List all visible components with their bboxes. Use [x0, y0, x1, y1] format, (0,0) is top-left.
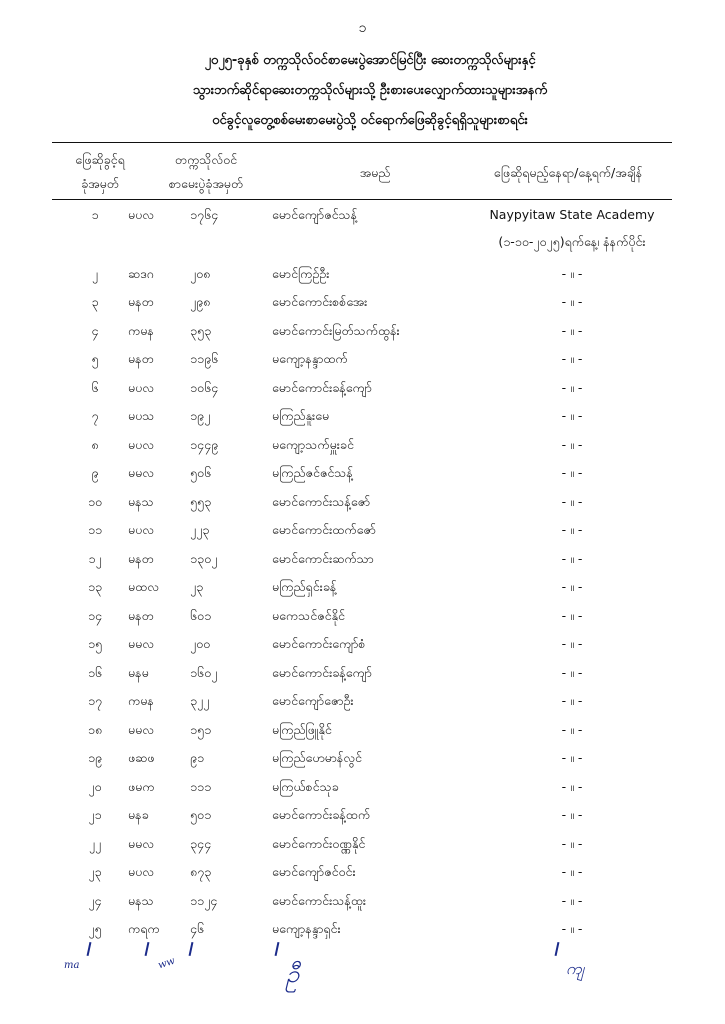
candidate-name: မကြည်ဟေမာန်လွင်	[272, 750, 362, 765]
candidate-name: မောင်ကြဉ်ဦး	[272, 265, 330, 281]
exam-place: - ။ -	[561, 607, 583, 623]
exam-code: ကမန	[128, 693, 154, 708]
exam-code: မထလ	[128, 579, 159, 594]
table-row	[0, 518, 725, 547]
header-exam-number-line-1: တက္ကသိုလ်ဝင်	[174, 152, 238, 167]
candidate-name: မောင်ကောင်းခန့်ကျော်	[272, 664, 372, 680]
candidate-table	[0, 203, 725, 946]
exam-place: - ။ -	[561, 721, 583, 737]
candidate-name: မကျော့နန္ဒာရှင်း	[272, 921, 341, 936]
table-row	[0, 376, 725, 405]
exam-code: မနသ	[128, 892, 154, 908]
signature-2: ww	[156, 955, 177, 972]
exam-number: ၉၁	[190, 750, 205, 765]
exam-number: ၁၆၀၂	[190, 664, 218, 680]
exam-place: - ။ -	[561, 265, 583, 281]
candidate-number: ၁၂	[88, 550, 102, 566]
candidate-number: ၁၀	[87, 493, 103, 509]
exam-number: ၆၀၁	[190, 607, 212, 623]
table-row	[0, 203, 725, 232]
candidate-name: မောင်ကောင်းမြတ်သက်ထွန်း	[272, 322, 400, 338]
exam-place: - ။ -	[561, 636, 583, 651]
exam-code: မမလ	[128, 465, 155, 480]
table-row	[0, 490, 725, 519]
candidate-name: မောင်ကောင်းကျော်စံ	[272, 636, 366, 651]
candidate-number: ၂၁	[88, 807, 102, 822]
table-row	[0, 661, 725, 690]
exam-code: ကမန	[128, 322, 154, 338]
table-row	[0, 917, 725, 946]
exam-place: - ။ -	[561, 807, 583, 822]
candidate-number: ၂၄	[88, 892, 102, 908]
exam-place: - ။ -	[561, 778, 583, 794]
candidate-name: မောင်ကောင်းသန့်ဇော်	[272, 493, 371, 509]
table-row	[0, 832, 725, 861]
table-row	[0, 404, 725, 433]
exam-code: ဖဆဖ	[128, 750, 155, 765]
candidate-number: ၂၅	[88, 921, 102, 936]
table-row	[0, 461, 725, 490]
exam-number: ၁၇၆၄	[190, 207, 219, 222]
exam-number: ၂၃	[190, 579, 204, 594]
exam-place: - ။ -	[561, 921, 583, 936]
candidate-number: ၂၀	[88, 778, 102, 794]
candidate-name: မကြည်ဖြူနိုင်	[272, 721, 332, 737]
exam-place: - ။ -	[561, 750, 583, 765]
exam-place: - ။ -	[561, 493, 583, 509]
exam-number: ၂၀၀	[190, 636, 211, 651]
table-row	[0, 433, 725, 462]
exam-place: - ။ -	[561, 351, 583, 366]
exam-number: ၁၀၆၄	[190, 379, 219, 395]
exam-place: - ။ -	[561, 693, 583, 708]
table-row	[0, 347, 725, 376]
title-line-3: ဝင်ခွင့်လူတွေ့စစ်မေးစာမေးပွဲသို့ ဝင်ရောက်ဖြေဆိုခွင့်ရရှိသူများစာရင်း	[212, 113, 528, 128]
exam-number: ၅၀၆	[190, 465, 212, 480]
page-number: ၁	[358, 20, 367, 36]
exam-code: မနတ	[128, 607, 154, 623]
exam-number: ၁၁၉၆	[190, 351, 219, 366]
table-row	[0, 319, 725, 348]
candidate-name: မောင်ကောင်းခန့်ကျော်	[272, 379, 372, 395]
table-row	[0, 746, 725, 775]
candidate-number: ၁၃	[87, 579, 103, 594]
exam-number: ၄၆	[190, 921, 205, 936]
exam-place: - ။ -	[561, 322, 583, 338]
candidate-name: မကျော့သက်မှူးခင်	[272, 436, 354, 452]
exam-number: ၈၇၃	[190, 864, 212, 879]
header-rule-bottom	[52, 199, 672, 200]
exam-number: ၁၃၀၂	[190, 550, 218, 566]
candidate-name: မကေသင်ဇင်နိုင်	[272, 607, 345, 623]
exam-place: - ။ -	[561, 379, 583, 395]
exam-number: ၁၄၄၉	[190, 436, 219, 452]
signature-4: ကျ	[566, 959, 585, 978]
exam-code: ကရက	[128, 921, 160, 936]
candidate-number: ၁၇	[87, 693, 103, 708]
candidate-name: မောင်ကောင်းခန့်ထက်	[272, 807, 371, 822]
candidate-number: ၆	[91, 379, 99, 395]
exam-code: မမလ	[128, 721, 155, 737]
exam-code: မနတ	[128, 294, 154, 309]
candidate-number: ၂	[91, 265, 99, 281]
candidate-number: ၄	[91, 322, 99, 338]
candidate-number: ၃	[91, 294, 99, 309]
candidate-number: ၁၁	[87, 522, 103, 537]
exam-number: ၃၂၂	[190, 693, 210, 708]
header-exam-number-line-2: စာမေးပွဲခုံအမှတ်	[168, 176, 244, 191]
candidate-number: ၅	[91, 351, 99, 366]
table-row	[0, 689, 725, 718]
candidate-number: ၁၄	[87, 607, 103, 623]
candidate-name: မကြည်နူးမေ	[272, 408, 330, 423]
exam-place: - ။ -	[561, 294, 583, 309]
exam-place: - ။ -	[561, 864, 583, 879]
exam-code: မပလ	[128, 379, 154, 395]
exam-code: မနမ	[128, 664, 149, 680]
table-row	[0, 575, 725, 604]
title-line-1: ၂၀၂၅-ခုနှစ် တက္ကသိုလ်ဝင်စာမေးပွဲအောင်မြင်ပြီး ဆေးတက္ကသိုလ်များနှင့်	[204, 53, 536, 68]
table-row	[0, 803, 725, 832]
candidate-name: မကြယ်စင်သုခ	[272, 778, 339, 794]
header-exam-number	[146, 148, 266, 196]
header-rule-top	[52, 142, 672, 143]
candidate-name: မောင်ကျော်ဇင်ဝင်း	[272, 864, 356, 879]
table-row	[0, 262, 725, 291]
header-place: ဖြေဆိုရမည့်နေရာ/နေ့ရက်/အချိန်	[493, 165, 643, 180]
candidate-name: မောင်ကျော်ဇင်သန့်	[272, 207, 358, 222]
table-row	[0, 604, 725, 633]
header-candidate-number	[52, 148, 148, 196]
candidate-name: မကျော့နန္ဒာထက်	[272, 351, 348, 366]
exam-code: မနသ	[128, 493, 154, 509]
exam-number: ၁၉၂	[190, 408, 211, 423]
exam-place: - ။ -	[561, 436, 583, 452]
exam-number: ၃၅၃	[190, 322, 212, 338]
exam-place: - ။ -	[561, 408, 583, 423]
exam-code: မပလ	[128, 522, 154, 537]
exam-code: မပလ	[128, 864, 154, 879]
candidate-name: မောင်ကောင်းစစ်အေး	[272, 294, 368, 309]
candidate-number: ၁၉	[87, 750, 103, 765]
exam-code: မပသ	[128, 408, 155, 423]
exam-code: ဆဒဂ	[128, 265, 154, 281]
candidate-number: ၉	[91, 465, 99, 480]
header-name: အမည်	[359, 165, 391, 180]
exam-place: - ။ -	[561, 835, 583, 851]
exam-place: - ။ -	[561, 550, 583, 566]
exam-number: ၅၅၃	[190, 493, 212, 509]
exam-place: - ။ -	[561, 522, 583, 537]
exam-place: - ။ -	[561, 664, 583, 680]
exam-number: ၁၁၁	[190, 778, 212, 794]
header-candidate-number-line-1: ဖြေဆိုခွင့်ရ	[75, 152, 125, 167]
exam-place: - ။ -	[561, 465, 583, 480]
table-row	[0, 290, 725, 319]
exam-number: ၂၉၈	[190, 294, 211, 309]
candidate-number: ၁	[91, 207, 99, 222]
candidate-name: မကြည်ရှင်းခန့်	[272, 579, 337, 594]
candidate-number: ၁၆	[87, 664, 103, 680]
exam-date-line	[0, 232, 725, 262]
exam-number: ၃၄၄	[190, 835, 212, 851]
exam-code: မပလ	[128, 207, 154, 222]
exam-code: မမလ	[128, 636, 155, 651]
header-candidate-number-line-2: ခုံအမှတ်	[81, 176, 119, 191]
document-title	[70, 46, 670, 136]
exam-code: မနခ	[128, 807, 149, 822]
title-line-2: သွားဘက်ဆိုင်ရာဆေးတက္ကသိုလ်များသို့ ဦးစားပေးလျှောက်ထားသူများအနက်	[192, 83, 548, 98]
exam-number: ၁၅၁	[190, 721, 212, 737]
candidate-name: မောင်ကျော်ဇောဦး	[272, 693, 354, 708]
candidate-name: မောင်ကောင်းဆက်သာ	[272, 550, 374, 566]
exam-place: Naypyitaw State Academy	[489, 207, 655, 222]
exam-code: မနတ	[128, 550, 154, 566]
candidate-number: ၂၂	[88, 835, 102, 851]
table-row	[0, 632, 725, 661]
signature-1: ma	[64, 960, 80, 971]
candidate-number: ၁၈	[87, 721, 103, 737]
table-row	[0, 860, 725, 889]
exam-number: ၂၂၃	[190, 522, 210, 537]
exam-number: ၂၀၈	[190, 265, 211, 281]
candidate-name: မောင်ကောင်းသန့်ထူး	[272, 892, 367, 908]
candidate-name: မောင်ကောင်းဝဏ္ဏနိုင်	[272, 835, 366, 851]
exam-place: - ။ -	[561, 892, 583, 908]
candidate-number: ၇	[91, 408, 99, 423]
exam-code: မနတ	[128, 351, 154, 366]
exam-code: မမလ	[128, 835, 155, 851]
exam-code: မပလ	[128, 436, 154, 452]
table-row	[0, 889, 725, 918]
signature-3: ဦ	[286, 960, 300, 988]
exam-date: (၁-၁၀-၂၀၂၅)ရက်နေ့၊ နံနက်ပိုင်း	[498, 233, 646, 249]
table-row	[0, 547, 725, 576]
exam-number: ၅၀၁	[190, 807, 212, 822]
exam-code: ဖမက	[128, 778, 155, 794]
table-row	[0, 775, 725, 804]
candidate-name: မောင်ကောင်းထက်ဇော်	[272, 522, 376, 537]
exam-number: ၁၁၂၄	[190, 892, 218, 908]
candidate-number: ၁၅	[87, 636, 103, 651]
candidate-number: ၂၃	[88, 864, 102, 879]
exam-place: - ။ -	[561, 579, 583, 594]
candidate-number: ၈	[91, 436, 99, 452]
candidate-name: မကြည်ဇင်ဇင်သန့်	[272, 465, 353, 480]
table-row	[0, 718, 725, 747]
